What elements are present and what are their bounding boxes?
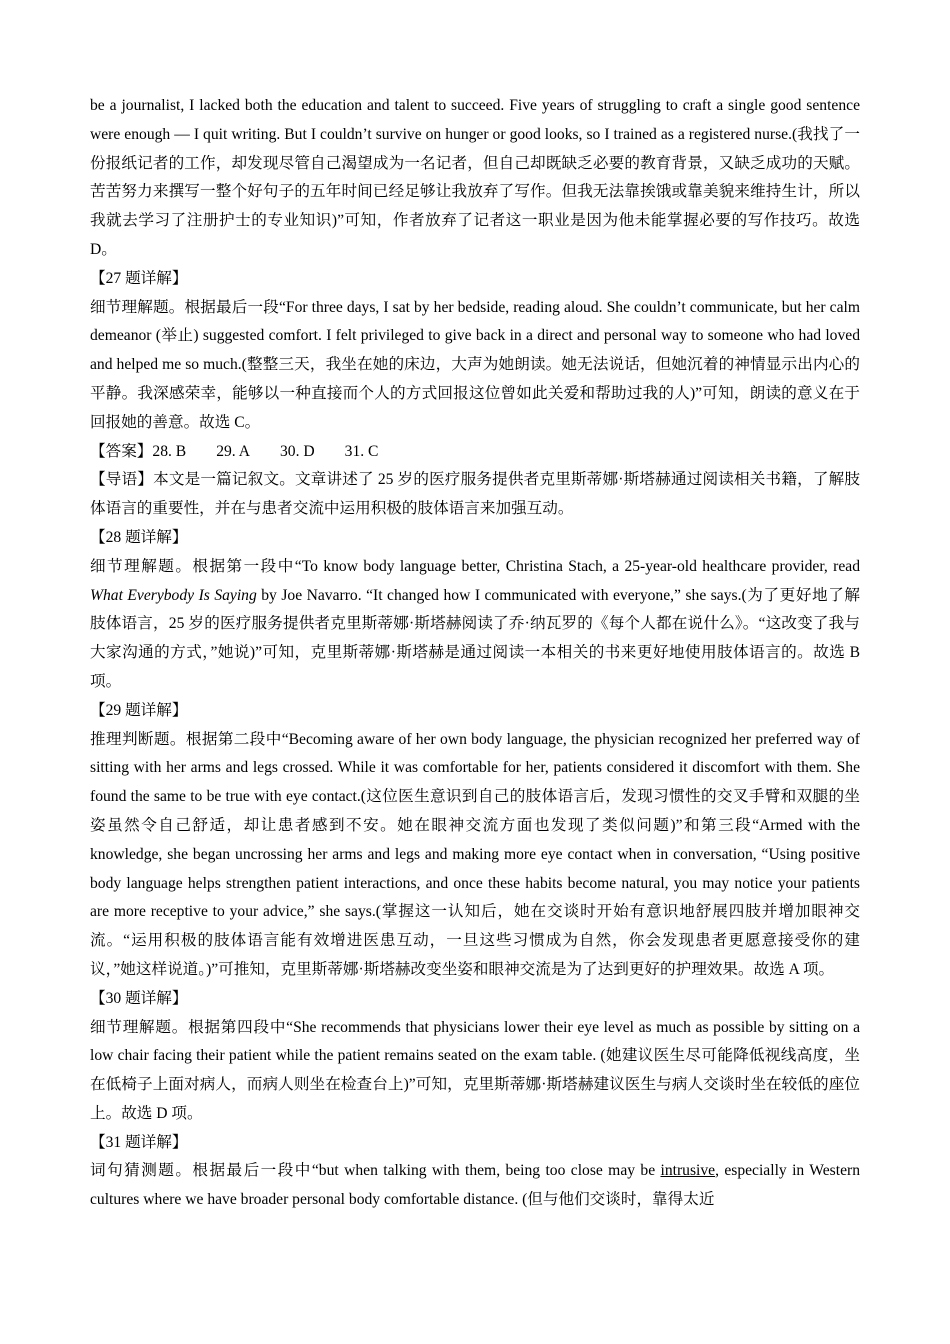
document-page bbox=[90, 92, 860, 1215]
paragraph-30: 细节理解题。根据第四段中“She recommends that physicians lower their eye level as much as possible by sitting on a low chair facing their patient while the patient remains seated on the exam table. (她建议医生尽可能降低视线高度，坐在低椅子上面对病人，而病人则坐在检查台上)”可知，克里斯蒂娜·斯塔赫建议医生与病人交谈时坐在较低的座位上。故选 D 项。 bbox=[90, 1018, 860, 1122]
answer-30: 30. D bbox=[279, 442, 315, 460]
answer-29: 29. A bbox=[216, 442, 250, 460]
underlined-word: intrusive bbox=[660, 1162, 716, 1180]
book-title: What Everybody Is Saying bbox=[90, 586, 257, 604]
intro-paragraph: 【导语】本文是一篇记叙文。文章讲述了 25 岁的医疗服务提供者克里斯蒂娜·斯塔赫通过阅读相关书籍，了解肢体语言的重要性，并在与患者交流中运用积极的肢体语言来加强互动。 bbox=[90, 471, 860, 518]
answer-label: 【答案】 bbox=[90, 442, 153, 460]
heading-31: 【31 题详解】 bbox=[90, 1133, 188, 1151]
heading-28: 【28 题详解】 bbox=[90, 528, 188, 546]
paragraph-31 bbox=[90, 1157, 860, 1215]
paragraph-28-text-rest: by Joe Navarro. “It changed how I communicated with everyone,” she says.(为了更好地了解肢体语言，25 岁的医疗服务提供者克里斯蒂娜·斯塔赫阅读了乔·纳瓦罗的《每个人都在说什么》。“这改变了我与大家沟通的方式，”她说)”可知，克里斯蒂娜·斯塔赫是通过阅读一本相关的书来更好地使用肢体语言的。故选 B 项。 bbox=[90, 586, 860, 690]
answer-line bbox=[90, 438, 860, 467]
heading-29: 【29 题详解】 bbox=[90, 701, 188, 719]
heading-27: 【27 题详解】 bbox=[90, 269, 188, 287]
paragraph-27: 细节理解题。根据最后一段“For three days, I sat by her bedside, reading aloud. She couldn’t communicate, but her calm demeanor (举止) suggested comfort. I felt privileged to give back in a direct and personal way to someone who had loved and helped me so much.(整整三天，我坐在她的床边，大声为她朗读。她无法说话，但她沉着的神情显示出内心的平静。我深感荣幸，能够以一种直接而个人的方式回报这位曾如此关爱和帮助过我的人)”可知，朗读的意义在于回报她的善意。故选 C。 bbox=[90, 298, 860, 431]
answer-31: 31. C bbox=[344, 442, 379, 460]
answer-28: 28. B bbox=[152, 442, 187, 460]
heading-30: 【30 题详解】 bbox=[90, 989, 188, 1007]
paragraph-29: 推理判断题。根据第二段中“Becoming aware of her own body language, the physician recognized her preferred way of sitting with her arms and legs crossed. While it was comfortable for her, patients considered it discomfort with them. She found the same to be true with eye contact.(这位医生意识到自己的肢体语言后，发现习惯性的交叉手臂和双腿的坐姿虽然令自己舒适，却让患者感到不安。她在眼神交流方面也发现了类似问题)”和第三段“Armed with the knowledge, she began uncrossing her arms and legs and making more eye contact when in conversation, “Using positive body language helps strengthen patient interactions, and once these habits become natural, you may notice your patients are more receptive to your advice,” she says.(掌握这一认知后，她在交谈时开始有意识地舒展四肢并增加眼神交流。“运用积极的肢体语言能有效增进医患互动，一旦这些习惯成为自然，你会发现患者更愿意接受你的建议，”她这样说道。)”可推知，克里斯蒂娜·斯塔赫改变坐姿和眼神交流是为了达到更好的护理效果。故选 A 项。 bbox=[90, 730, 860, 978]
paragraph-28-text: 细节理解题。根据第一段中“To know body language better, Christina Stach, a 25-year-old healthcare provider, read bbox=[90, 557, 860, 575]
paragraph-31-text-rest: , especially in Western cultures where we have broader personal body comfortable distance. (但与他们交谈时，靠得太近 bbox=[90, 1162, 860, 1209]
paragraph-28 bbox=[90, 553, 860, 697]
paragraph-26-continued: be a journalist, I lacked both the education and talent to succeed. Five years of struggling to craft a single good sentence were enough — I quit writing. But I couldn’t survive on hunger or good looks, so I trained as a registered nurse.(我找了一份报纸记者的工作，却发现尽管自己渴望成为一名记者，但自己却既缺乏必要的教育背景，又缺乏成功的天赋。苦苦努力来撰写一整个好句子的五年时间已经足够让我放弃了写作。但我无法靠挨饿或靠美貌来维持生计，所以我就去学习了注册护士的专业知识)”可知，作者放弃了记者这一职业是因为他未能掌握必要的写作技巧。故选 D。 bbox=[90, 97, 860, 258]
paragraph-31-text: 词句猜测题。根据最后一段中“but when talking with them, being too close may be bbox=[90, 1162, 661, 1180]
